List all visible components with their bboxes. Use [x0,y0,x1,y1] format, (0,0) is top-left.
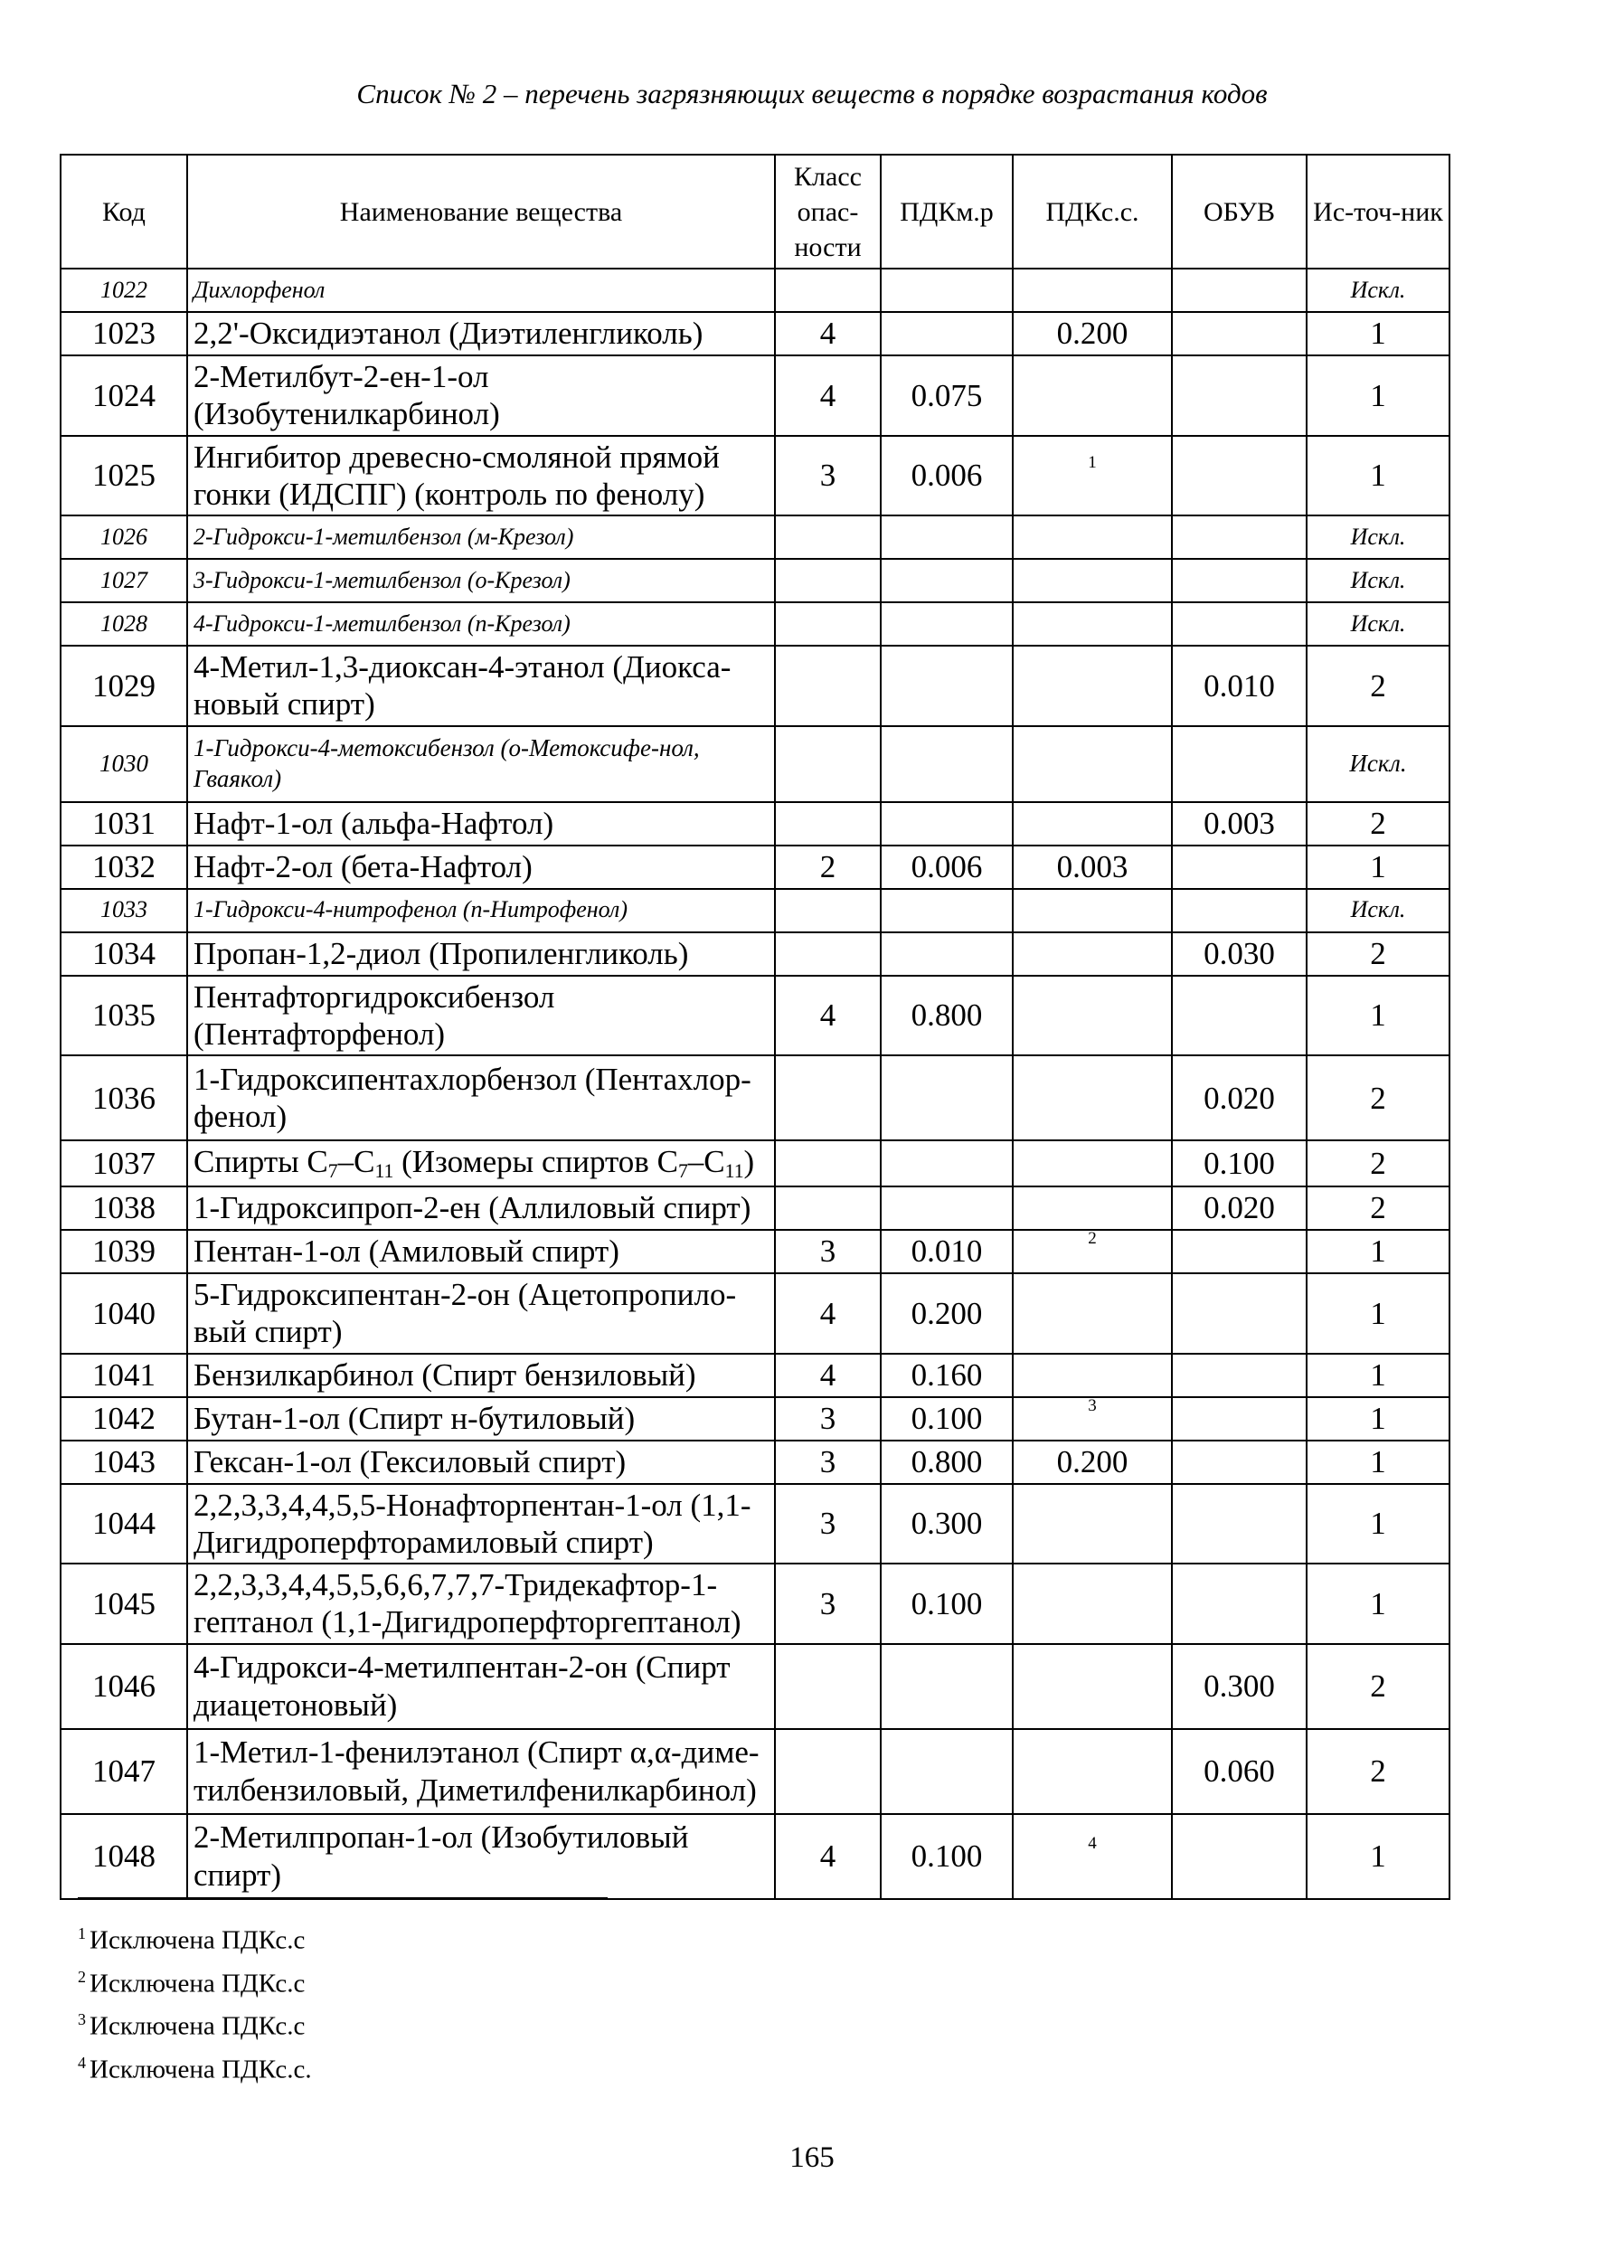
cell-class [775,1055,881,1140]
cell-pdk-ss [1013,1140,1172,1186]
cell-name: 2-Метилбут-2-ен-1-ол (Изобутенилкарбинол) [187,355,775,436]
cell-code: 1047 [61,1729,187,1814]
cell-class: 4 [775,1814,881,1899]
cell-name: Нафт-2-ол (бета-Нафтол) [187,846,775,889]
cell-obuv: 0.100 [1172,1140,1307,1186]
cell-pdk-ss [1013,559,1172,602]
cell-name: Гексан-1-ол (Гексиловый спирт) [187,1441,775,1484]
cell-class: 3 [775,1230,881,1273]
cell-code: 1036 [61,1055,187,1140]
cell-pdk-mr: 0.010 [881,1230,1013,1273]
cell-class: 4 [775,312,881,355]
cell-pdk-mr [881,889,1013,932]
cell-source: 1 [1307,1564,1449,1644]
cell-class [775,802,881,846]
cell-name: 1-Гидрокси-4-метоксибензол (о-Метоксифе-нол, Гваякол) [187,726,775,802]
cell-pdk-mr: 0.800 [881,976,1013,1056]
cell-pdk-mr [881,932,1013,976]
cell-class: 4 [775,355,881,436]
cell-code: 1039 [61,1230,187,1273]
cell-class [775,932,881,976]
header-source: Ис-точ-ник [1307,155,1449,269]
cell-source: Искл. [1307,726,1449,802]
cell-source: 2 [1307,1140,1449,1186]
footnote-marker: 3 [1088,1395,1097,1415]
cell-class: 3 [775,1564,881,1644]
cell-class [775,889,881,932]
footnote-marker: 2 [1088,1229,1097,1249]
footnote-marker: 1 [1088,453,1097,473]
cell-pdk-ss [1013,1273,1172,1354]
cell-obuv [1172,312,1307,355]
table-row [61,726,1449,802]
cell-source: 1 [1307,1273,1449,1354]
cell-code: 1028 [61,602,187,646]
cell-pdk-ss [1013,602,1172,646]
cell-pdk-mr [881,1055,1013,1140]
cell-code: 1046 [61,1644,187,1729]
footnote-text: Исключена ПДКс.с [90,2011,306,2041]
table-row [61,515,1449,559]
cell-name: 1-Гидроксипентахлорбензол (Пентахлор-фенол) [187,1055,775,1140]
cell-code: 1033 [61,889,187,932]
cell-obuv [1172,889,1307,932]
cell-source: Искл. [1307,602,1449,646]
page-title: Список № 2 – перечень загрязняющих веществ в порядке возрастания кодов [356,78,1268,109]
cell-pdk-ss [1013,646,1172,726]
cell-class: 4 [775,1273,881,1354]
cell-obuv: 0.060 [1172,1729,1307,1814]
cell-source: 1 [1307,312,1449,355]
table-row [61,976,1449,1056]
cell-obuv [1172,1273,1307,1354]
table-row [61,1055,1449,1140]
cell-pdk-ss [1013,1186,1172,1230]
cell-name: 1-Метил-1-фенилэтанол (Спирт α,α-диме-тилбензиловый, Диметилфенилкарбинол) [187,1729,775,1814]
cell-name: 1-Гидрокси-4-нитрофенол (п-Нитрофенол) [187,889,775,932]
cell-code: 1042 [61,1397,187,1441]
cell-class [775,646,881,726]
cell-pdk-mr [881,1140,1013,1186]
cell-pdk-ss [1013,932,1172,976]
cell-obuv [1172,976,1307,1056]
cell-code: 1045 [61,1564,187,1644]
cell-pdk-ss [1013,1729,1172,1814]
cell-code: 1038 [61,1186,187,1230]
cell-source: 1 [1307,1814,1449,1899]
cell-code: 1041 [61,1354,187,1397]
cell-pdk-mr: 0.100 [881,1564,1013,1644]
table-row [61,1230,1449,1273]
cell-class: 4 [775,1354,881,1397]
cell-name: 3-Гидрокси-1-метилбензол (о-Крезол) [187,559,775,602]
table-row [61,1140,1449,1186]
cell-code: 1024 [61,355,187,436]
table-row [61,646,1449,726]
table-row [61,1273,1449,1354]
table-row [61,1644,1449,1729]
cell-pdk-mr [881,1186,1013,1230]
cell-class [775,515,881,559]
cell-obuv [1172,726,1307,802]
cell-code: 1031 [61,802,187,846]
header-row [61,155,1449,269]
cell-code: 1040 [61,1273,187,1354]
footnote-mark: 3 [78,2010,86,2029]
cell-obuv: 0.020 [1172,1055,1307,1140]
cell-name: 2,2'-Оксидиэтанол (Диэтиленгликоль) [187,312,775,355]
table-row [61,269,1449,312]
cell-class: 3 [775,1397,881,1441]
cell-pdk-mr [881,1644,1013,1729]
cell-class [775,1140,881,1186]
cell-source: 2 [1307,1729,1449,1814]
table-row [61,1729,1449,1814]
cell-obuv [1172,559,1307,602]
cell-name: Бутан-1-ол (Спирт н-бутиловый) [187,1397,775,1441]
cell-name: 4-Метил-1,3-диоксан-4-этанол (Диокса-новый спирт) [187,646,775,726]
cell-pdk-ss [1013,1484,1172,1564]
cell-obuv: 0.030 [1172,932,1307,976]
cell-name: 4-Гидрокси-1-метилбензол (п-Крезол) [187,602,775,646]
cell-obuv: 0.020 [1172,1186,1307,1230]
cell-name: Ингибитор древесно-смоляной прямой гонки (ИДСПГ) (контроль по фенолу) [187,436,775,516]
cell-pdk-mr [881,802,1013,846]
cell-code: 1048 [61,1814,187,1899]
cell-source: 1 [1307,1354,1449,1397]
cell-name: Пентан-1-ол (Амиловый спирт) [187,1230,775,1273]
cell-code: 1025 [61,436,187,516]
cell-source: 1 [1307,1441,1449,1484]
cell-source: Искл. [1307,269,1449,312]
table-row [61,1397,1449,1441]
cell-class: 2 [775,846,881,889]
table-row [61,932,1449,976]
cell-source: 2 [1307,1186,1449,1230]
page-number: 165 [789,2141,835,2174]
cell-class [775,1186,881,1230]
cell-pdk-mr: 0.075 [881,355,1013,436]
cell-pdk-mr: 0.200 [881,1273,1013,1354]
cell-name: Спирты $C_7-C_{11}$ (Изомеры спиртов $C_7-C_{11}$) [187,1140,775,1186]
cell-class [775,602,881,646]
cell-obuv [1172,355,1307,436]
table-row [61,1354,1449,1397]
header-pdk-ss: ПДКс.с. [1013,155,1172,269]
table-row [61,312,1449,355]
cell-obuv [1172,846,1307,889]
cell-pdk-ss: 0.200 [1013,312,1172,355]
cell-name: 2,2,3,3,4,4,5,5,6,6,7,7,7-Тридекафтор-1-гептанол (1,1-Дигидроперфторгептанол) [187,1564,775,1644]
footnote-marker: 4 [1088,1834,1097,1854]
cell-obuv [1172,1354,1307,1397]
cell-pdk-mr [881,1729,1013,1814]
cell-pdk-ss [1013,726,1172,802]
cell-pdk-mr [881,269,1013,312]
table-row [61,889,1449,932]
cell-source: 1 [1307,1397,1449,1441]
footnote-text: Исключена ПДКс.с [90,1925,306,1955]
cell-obuv [1172,1230,1307,1273]
cell-class [775,726,881,802]
cell-code: 1032 [61,846,187,889]
cell-source: 1 [1307,436,1449,516]
footnotes [78,1915,312,2088]
cell-pdk-ss [1013,1397,1172,1441]
cell-source: 1 [1307,976,1449,1056]
cell-pdk-ss: 0.003 [1013,846,1172,889]
cell-obuv [1172,269,1307,312]
cell-pdk-mr [881,312,1013,355]
cell-code: 1030 [61,726,187,802]
cell-pdk-ss [1013,1354,1172,1397]
cell-name: Дихлорфенол [187,269,775,312]
cell-source: 2 [1307,1055,1449,1140]
cell-obuv [1172,1441,1307,1484]
header-code: Код [61,155,187,269]
cell-pdk-ss [1013,1814,1172,1899]
cell-pdk-mr [881,646,1013,726]
cell-class [775,1729,881,1814]
table-row [61,1564,1449,1644]
cell-pdk-mr: 0.100 [881,1814,1013,1899]
cell-pdk-ss [1013,515,1172,559]
cell-source: 2 [1307,932,1449,976]
header-name: Наименование вещества [187,155,775,269]
table-row [61,1814,1449,1899]
cell-source: Искл. [1307,515,1449,559]
cell-pdk-ss [1013,269,1172,312]
cell-pdk-mr: 0.006 [881,846,1013,889]
cell-code: 1023 [61,312,187,355]
cell-obuv [1172,1397,1307,1441]
header-class: Класс опас-ности [775,155,881,269]
cell-source: 1 [1307,846,1449,889]
cell-class [775,1644,881,1729]
cell-obuv [1172,1564,1307,1644]
footnote-rule [78,1897,608,1899]
cell-source: Искл. [1307,889,1449,932]
cell-pdk-mr: 0.300 [881,1484,1013,1564]
cell-name: 4-Гидрокси-4-метилпентан-2-он (Спирт диацетоновый) [187,1644,775,1729]
cell-name: Пропан-1,2-диол (Пропиленгликоль) [187,932,775,976]
cell-pdk-ss [1013,436,1172,516]
table-row [61,802,1449,846]
substances-table [60,154,1450,1900]
cell-name: 1-Гидроксипроп-2-ен (Аллиловый спирт) [187,1186,775,1230]
cell-obuv [1172,602,1307,646]
cell-pdk-mr [881,559,1013,602]
cell-pdk-ss [1013,1230,1172,1273]
cell-code: 1022 [61,269,187,312]
footnote-mark: 4 [78,2053,86,2072]
footnote-mark: 2 [78,1967,86,1986]
table-row [61,559,1449,602]
cell-code: 1027 [61,559,187,602]
cell-source: 2 [1307,646,1449,726]
cell-source: 2 [1307,802,1449,846]
cell-name: Бензилкарбинол (Спирт бензиловый) [187,1354,775,1397]
cell-source: 1 [1307,1484,1449,1564]
cell-class [775,559,881,602]
footnote-mark: 1 [78,1924,86,1942]
cell-pdk-mr: 0.800 [881,1441,1013,1484]
cell-class: 3 [775,1484,881,1564]
cell-code: 1029 [61,646,187,726]
cell-pdk-mr [881,515,1013,559]
cell-class: 3 [775,1441,881,1484]
cell-name: Нафт-1-ол (альфа-Нафтол) [187,802,775,846]
cell-pdk-ss [1013,1564,1172,1644]
footnote-text: Исключена ПДКс.с. [90,2055,312,2084]
cell-name: 2-Гидрокси-1-метилбензол (м-Крезол) [187,515,775,559]
cell-pdk-ss [1013,1644,1172,1729]
cell-pdk-ss [1013,889,1172,932]
cell-pdk-ss [1013,355,1172,436]
cell-source: 1 [1307,355,1449,436]
cell-obuv [1172,1484,1307,1564]
cell-code: 1037 [61,1140,187,1186]
cell-pdk-ss: 0.200 [1013,1441,1172,1484]
cell-code: 1044 [61,1484,187,1564]
cell-source: 1 [1307,1230,1449,1273]
cell-pdk-mr: 0.006 [881,436,1013,516]
table-row [61,355,1449,436]
footnote [78,2045,312,2088]
cell-obuv: 0.003 [1172,802,1307,846]
header-pdk-mr: ПДКм.р [881,155,1013,269]
footnote [78,2001,312,2045]
cell-code: 1034 [61,932,187,976]
footnote [78,1915,312,1959]
cell-pdk-mr: 0.100 [881,1397,1013,1441]
cell-name: Пентафторгидроксибензол (Пентафторфенол) [187,976,775,1056]
cell-class [775,269,881,312]
cell-code: 1035 [61,976,187,1056]
cell-pdk-ss [1013,1055,1172,1140]
table-row [61,846,1449,889]
cell-name: 2-Метилпропан-1-ол (Изобутиловый спирт) [187,1814,775,1899]
cell-obuv: 0.300 [1172,1644,1307,1729]
table-row [61,1186,1449,1230]
cell-class: 3 [775,436,881,516]
table-row [61,1441,1449,1484]
cell-name: 2,2,3,3,4,4,5,5-Нонафторпентан-1-ол (1,1-Дигидроперфторамиловый спирт) [187,1484,775,1564]
table-row [61,602,1449,646]
cell-source: Искл. [1307,559,1449,602]
header-obuv: ОБУВ [1172,155,1307,269]
table-row [61,1484,1449,1564]
footnote-text: Исключена ПДКс.с [90,1969,306,1999]
cell-pdk-mr [881,726,1013,802]
cell-pdk-mr [881,602,1013,646]
cell-code: 1043 [61,1441,187,1484]
cell-pdk-ss [1013,976,1172,1056]
cell-source: 2 [1307,1644,1449,1729]
table-row [61,436,1449,516]
cell-pdk-mr: 0.160 [881,1354,1013,1397]
cell-code: 1026 [61,515,187,559]
cell-pdk-ss [1013,802,1172,846]
cell-obuv [1172,436,1307,516]
cell-obuv [1172,515,1307,559]
footnote [78,1959,312,2002]
cell-obuv [1172,1814,1307,1899]
cell-class: 4 [775,976,881,1056]
cell-obuv: 0.010 [1172,646,1307,726]
cell-name: 5-Гидроксипентан-2-он (Ацетопропило-вый спирт) [187,1273,775,1354]
